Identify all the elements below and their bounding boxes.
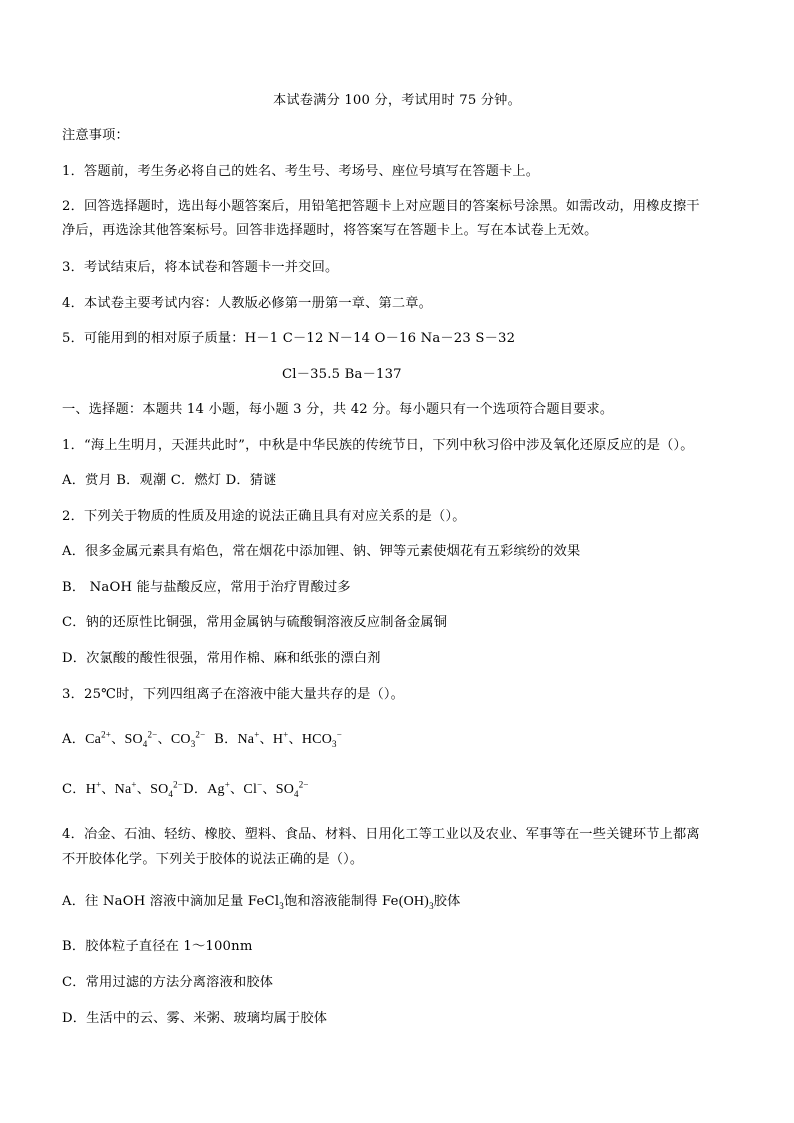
q4-stem-line1: 4．冶金、石油、轻纺、橡胶、塑料、食品、材料、日用化工等工业以及农业、军事等在一些关键环节上都离 bbox=[62, 827, 700, 842]
q4-option-b: B．胶体粒子直径在 1～100nm bbox=[62, 939, 253, 954]
q2-stem: 2．下列关于物质的性质及用途的说法正确且具有对应关系的是（）。 bbox=[62, 509, 466, 524]
q2-option-d: D．次氯酸的酸性很强，常用作棉、麻和纸张的漂白剂 bbox=[62, 651, 381, 666]
q1-options: A．赏月 B．观潮 C．燃灯 D．猜谜 bbox=[62, 473, 277, 488]
section-heading: 一、选择题：本题共 14 小题，每小题 3 分，共 42 分。每小题只有一个选项符合题目要求。 bbox=[62, 402, 614, 417]
ion-ag: Ag+ bbox=[207, 779, 231, 797]
q3-option-d-label: D． bbox=[183, 782, 208, 797]
note-1: 1．答题前，考生务必将自己的姓名、考生号、考场号、座位号填写在答题卡上。 bbox=[62, 164, 540, 179]
ion-so4: $SO_4^{2-}$ bbox=[275, 779, 309, 799]
q3-option-b-label: B． bbox=[214, 732, 238, 747]
ion-ca: $Ca^{2+}$ bbox=[85, 729, 112, 747]
q2-option-b: B． NaOH 能与盐酸反应，常用于治疗胃酸过多 bbox=[62, 580, 351, 595]
q3-stem: 3．25℃时，下列四组离子在溶液中能大量共存的是（）。 bbox=[62, 687, 405, 702]
note-2-cont: 净后，再选涂其他答案标号。回答非选择题时，将答案写在答题卡上。写在本试卷上无效。 bbox=[62, 223, 598, 238]
ion-na: Na+ bbox=[237, 729, 260, 747]
ion-na: Na+ bbox=[114, 779, 137, 797]
q3-options-cd: C．H+、Na+、$SO_4^{2-}D$．Ag+、Cl−、$SO_4^{2-}$ bbox=[62, 779, 309, 799]
q2-option-c: C．钠的还原性比铜强，常用金属钠与硫酸铜溶液反应制备金属铜 bbox=[62, 615, 448, 630]
ion-h: H+ bbox=[272, 729, 289, 747]
ion-h: H+ bbox=[85, 779, 102, 797]
note-5: 5．可能用到的相对原子质量：H－1 C－12 N－14 O－16 Na－23 S－32 bbox=[62, 331, 516, 346]
q3-option-c-label: C． bbox=[62, 782, 86, 797]
q4-stem-line2: 不开胶体化学。下列关于胶体的说法正确的是（）。 bbox=[62, 852, 364, 867]
q4-option-d: D．生活中的云、雾、米粥、玻璃均属于胶体 bbox=[62, 1011, 328, 1026]
note-3: 3．考试结束后，将本试卷和答题卡一并交回。 bbox=[62, 260, 339, 275]
fe-oh3: $(OH)_3$ bbox=[398, 894, 434, 911]
notes-title: 注意事项： bbox=[62, 128, 129, 143]
atomic-mass-line2: Cl－35.5 Ba－137 bbox=[282, 367, 402, 382]
note-4: 4．本试卷主要考试内容：人教版必修第一册第一章、第二章。 bbox=[62, 296, 433, 311]
ion-co3: $CO_3^{2-}$ bbox=[170, 729, 206, 749]
q2-option-a: A．很多金属元素具有焰色，常在烟花中添加锂、钠、钾等元素使烟花有五彩缤纷的效果 bbox=[62, 544, 581, 559]
q1-stem: 1．“海上生明月，天涯共此时”，中秋是中华民族的传统节日，下列中秋习俗中涉及氧化还原反应的是（）。 bbox=[62, 438, 694, 453]
ion-so4: $SO_4^{2-}$ bbox=[150, 779, 184, 799]
ion-cl: Cl− bbox=[243, 779, 263, 797]
q3-option-a-label: A． bbox=[62, 732, 86, 747]
q4-option-c: C．常用过滤的方法分离溶液和胶体 bbox=[62, 975, 274, 990]
q3-options-ab: A．$Ca^{2+}$、$SO_4^{2-}$、$CO_3^{2-}$ B．Na+、H+、$HCO_3^-$ bbox=[62, 729, 342, 749]
ion-hco3: $HCO_3^-$ bbox=[301, 729, 342, 749]
note-2: 2．回答选择题时，选出每小题答案后，用铅笔把答题卡上对应题目的答案标号涂黑。如需改动，用橡皮擦干 bbox=[62, 199, 700, 214]
ion-so4: $SO_4^{2-}$ bbox=[124, 729, 158, 749]
q4-option-a: A．往 NaOH 溶液中滴加足量 FeCl$_3$饱和溶液能制得 $Fe(OH)_3$胶体 bbox=[62, 894, 461, 911]
exam-info: 本试卷满分 100 分，考试用时 75 分钟。 bbox=[273, 93, 521, 108]
